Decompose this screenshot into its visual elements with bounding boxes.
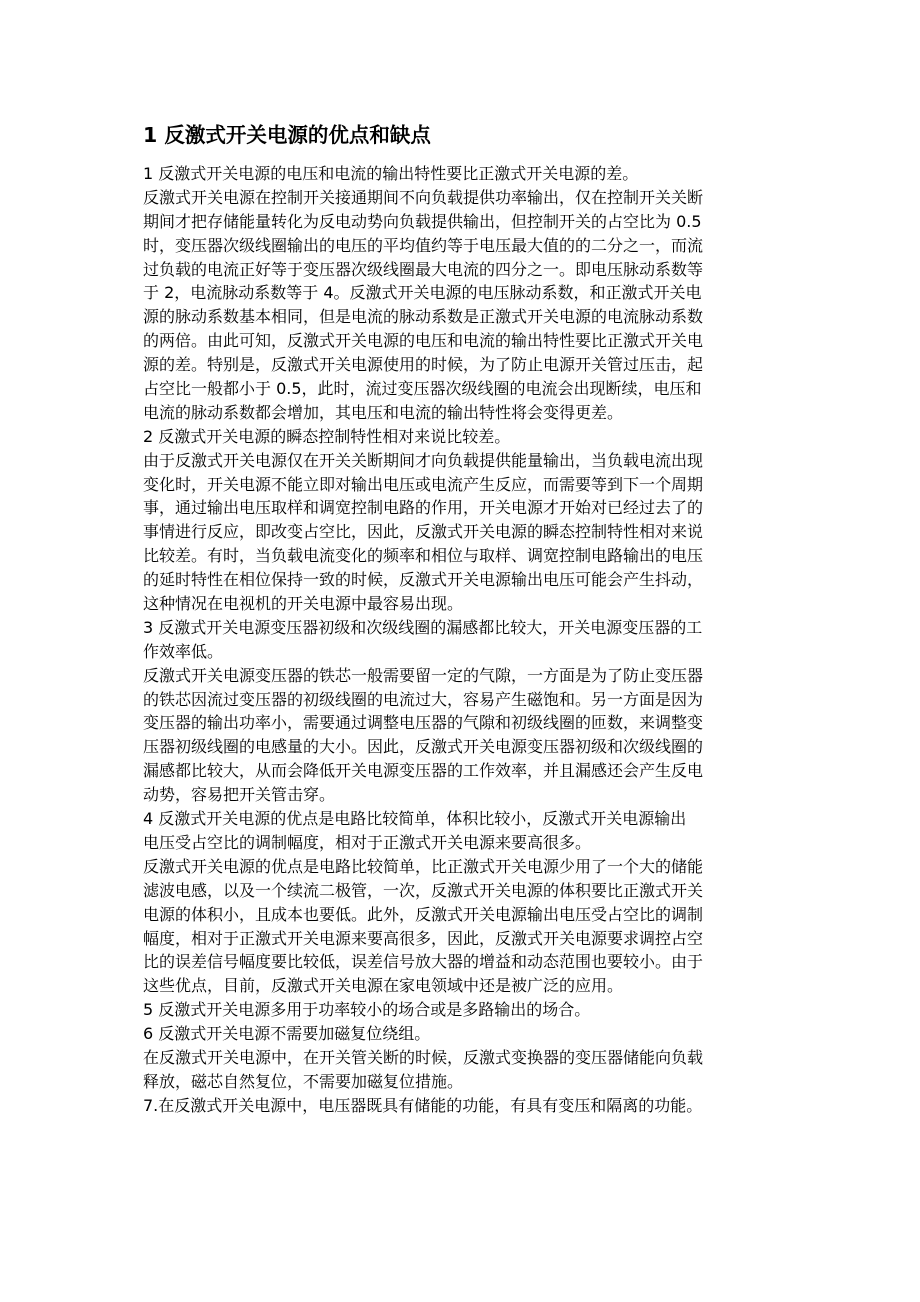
text-line: 2 反激式开关电源的瞬态控制特性相对来说比较差。 (143, 426, 511, 446)
text-line: 漏感都比较大，从而会降低开关电源变压器的工作效率，并且漏感还会产生反电 (143, 761, 704, 781)
text-line: 的延时特性在相位保持一致的时候，反激式开关电源输出电压可能会产生抖动， (143, 570, 704, 590)
text-line: 1 反激式开关电源的电压和电流的输出特性要比正激式开关电源的差。 (143, 164, 639, 183)
text-line: 于 2，电流脉动系数等于 4。反激式开关电源的电压脉动系数，和正激式开关电 (143, 283, 702, 303)
text-line: 电流的脉动系数都会增加，其电压和电流的输出特性将会变得更差。 (143, 402, 624, 422)
text-line: 事情进行反应，即改变占空比，因此，反激式开关电源的瞬态控制特性相对来说 (143, 522, 704, 542)
text-line: 变压器的输出功率小，需要通过调整电压器的气隙和初级线圈的匝数，来调整变 (143, 713, 704, 733)
text-line: 过负载的电流正好等于变压器次级线圈最大电流的四分之一。即电压脉动系数等 (143, 259, 704, 279)
text-line: 比的误差信号幅度要比较低，误差信号放大器的增益和动态范围也要较小。由于 (143, 952, 704, 972)
text-line: 作效率低。 (143, 641, 224, 661)
text-line: 的两倍。由此可知，反激式开关电源的电压和电流的输出特性要比正激式开关电 (143, 331, 704, 351)
text-line: 反激式开关电源的优点是电路比较简单，比正激式开关电源少用了一个大的储能 (143, 856, 704, 876)
text-line: 变化时，开关电源不能立即对输出电压或电流产生反应，而需要等到下一个周期 (143, 474, 704, 494)
text-line: 5 反激式开关电源多用于功率较小的场合或是多路输出的场合。 (143, 1000, 591, 1020)
text-line: 幅度，相对于正激式开关电源来要高很多，因此，反激式开关电源要求调控占空 (143, 928, 704, 948)
text-line: 期间才把存储能量转化为反电动势向负载提供输出，但控制开关的占空比为 0.5 (143, 211, 702, 231)
text-line: 的铁芯因流过变压器的初级线圈的电流过大，容易产生磁饱和。另一方面是因为 (143, 689, 704, 709)
text-line: 6 反激式开关电源不需要加磁复位绕组。 (143, 1024, 431, 1044)
text-line: 7.在反激式开关电源中，电压器既具有储能的功能，有具有变压和隔离的功能。 (143, 1095, 703, 1115)
text-line: 反激式开关电源变压器的铁芯一般需要留一定的气隙，一方面是为了防止变压器 (143, 665, 704, 685)
text-line: 动势，容易把开关管击穿。 (143, 785, 336, 805)
text-line: 压器初级线圈的电感量的大小。因此，反激式开关电源变压器初级和次级线圈的 (143, 737, 704, 757)
text-line: 电压受占空比的调制幅度，相对于正激式开关电源来要高很多。 (143, 832, 592, 852)
section-title: 1 反激式开关电源的优点和缺点 (143, 123, 431, 147)
text-line: 比较差。有时，当负载电流变化的频率和相位与取样、调宽控制电路输出的电压 (143, 546, 704, 566)
text-line: 这种情况在电视机的开关电源中最容易出现。 (143, 594, 464, 614)
text-line: 释放，磁芯自然复位，不需要加磁复位措施。 (143, 1071, 464, 1091)
text-line: 源的差。特别是，反激式开关电源使用的时候，为了防止电源开关管过压击，起 (143, 355, 704, 375)
text-line: 这些优点，目前，反激式开关电源在家电领域中还是被广泛的应用。 (143, 976, 624, 996)
text-line: 滤波电感，以及一个续流二极管，一次，反激式开关电源的体积要比正激式开关 (143, 880, 704, 900)
text-line: 4 反激式开关电源的优点是电路比较简单，体积比较小，反激式开关电源输出 (143, 809, 687, 829)
text-line: 源的脉动系数基本相同，但是电流的脉动系数是正激式开关电源的电流脉动系数 (143, 307, 704, 327)
text-line: 占空比一般都小于 0.5，此时，流过变压器次级线圈的电流会出现断续，电压和 (143, 379, 702, 399)
text-line: 3 反激式开关电源变压器初级和次级线圈的漏感都比较大，开关电源变压器的工 (143, 617, 703, 637)
text-line: 电源的体积小，且成本也要低。此外，反激式开关电源输出电压受占空比的调制 (143, 904, 704, 924)
text-line: 在反激式开关电源中，在开关管关断的时候，反激式变换器的变压器储能向负载 (143, 1047, 704, 1067)
paragraph-block (143, 162, 783, 1118)
text-line: 由于反激式开关电源仅在开关关断期间才向负载提供能量输出，当负载电流出现 (143, 450, 704, 470)
text-line: 事，通过输出电压取样和调宽控制电路的作用，开关电源才开始对已经过去了的 (143, 498, 704, 518)
document-body (143, 120, 783, 1118)
text-line: 反激式开关电源在控制开关接通期间不向负载提供功率输出，仅在控制开关关断 (143, 187, 704, 207)
text-line: 时，变压器次级线圈输出的电压的平均值约等于电压最大值的的二分之一，而流 (143, 235, 704, 255)
